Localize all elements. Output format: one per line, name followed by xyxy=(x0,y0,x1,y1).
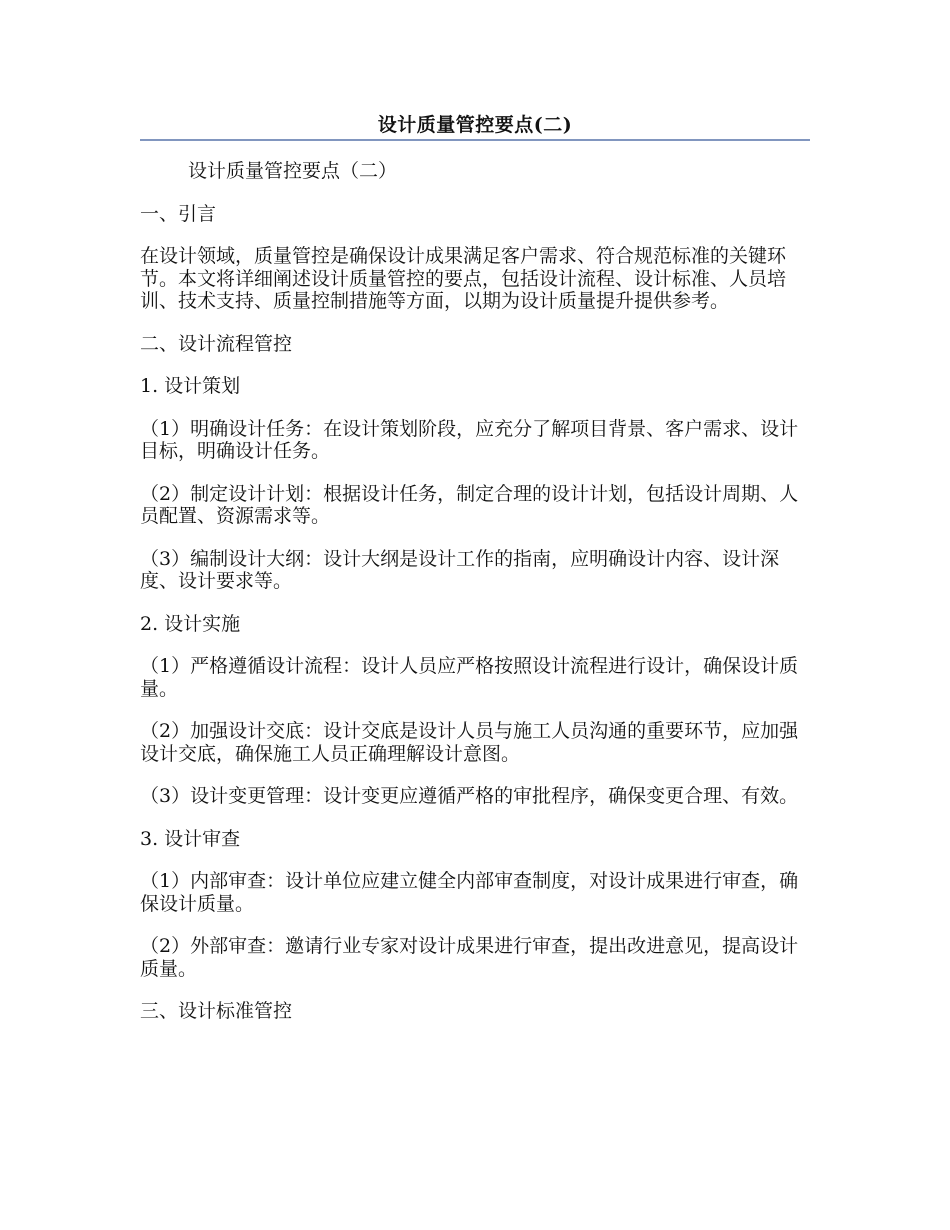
paragraph-implementation-3: （3）设计变更管理：设计变更应遵循严格的审批程序，确保变更合理、有效。 xyxy=(140,785,799,807)
title-underline xyxy=(140,139,810,141)
subsection-heading-planning: 1. 设计策划 xyxy=(140,375,241,397)
paragraph-introduction: 在设计领域，质量管控是确保设计成果满足客户需求、符合规范标准的关键环节。本文将详细阐述设计质量管控的要点，包括设计流程、设计标准、人员培训、技术支持、质量控制措施等方面，以期为设计质量提升提供参考。 xyxy=(140,245,787,312)
paragraph-implementation-2: （2）加强设计交底：设计交底是设计人员与施工人员沟通的重要环节，应加强设计交底，确保施工人员正确理解设计意图。 xyxy=(140,720,799,765)
paragraph-planning-2: （2）制定设计计划：根据设计任务，制定合理的设计计划，包括设计周期、人员配置、资源需求等。 xyxy=(140,482,799,527)
section-heading-process-control: 二、设计流程管控 xyxy=(140,332,293,355)
document-title: 设计质量管控要点(二) xyxy=(377,114,573,136)
paragraph-planning-3: （3）编制设计大纲：设计大纲是设计工作的指南，应明确设计内容、设计深度、设计要求等。 xyxy=(140,547,780,592)
paragraph-review-2: （2）外部审查：邀请行业专家对设计成果进行审查，提出改进意见，提高设计质量。 xyxy=(140,935,799,980)
paragraph-planning-1: （1）明确设计任务：在设计策划阶段，应充分了解项目背景、客户需求、设计目标，明确设计任务。 xyxy=(140,417,799,462)
subsection-heading-review: 3. 设计审查 xyxy=(140,827,241,850)
section-heading-standards-control: 三、设计标准管控 xyxy=(140,1000,293,1022)
document-body xyxy=(140,160,812,1043)
document-subtitle: 设计质量管控要点（二） xyxy=(188,160,398,182)
subsection-heading-implementation: 2. 设计实施 xyxy=(140,612,241,635)
section-heading-introduction: 一、引言 xyxy=(140,202,217,225)
paragraph-review-1: （1）内部审查：设计单位应建立健全内部审查制度，对设计成果进行审查，确保设计质量。 xyxy=(140,870,799,915)
paragraph-implementation-1: （1）严格遵循设计流程：设计人员应严格按照设计流程进行设计，确保设计质量。 xyxy=(140,655,799,700)
